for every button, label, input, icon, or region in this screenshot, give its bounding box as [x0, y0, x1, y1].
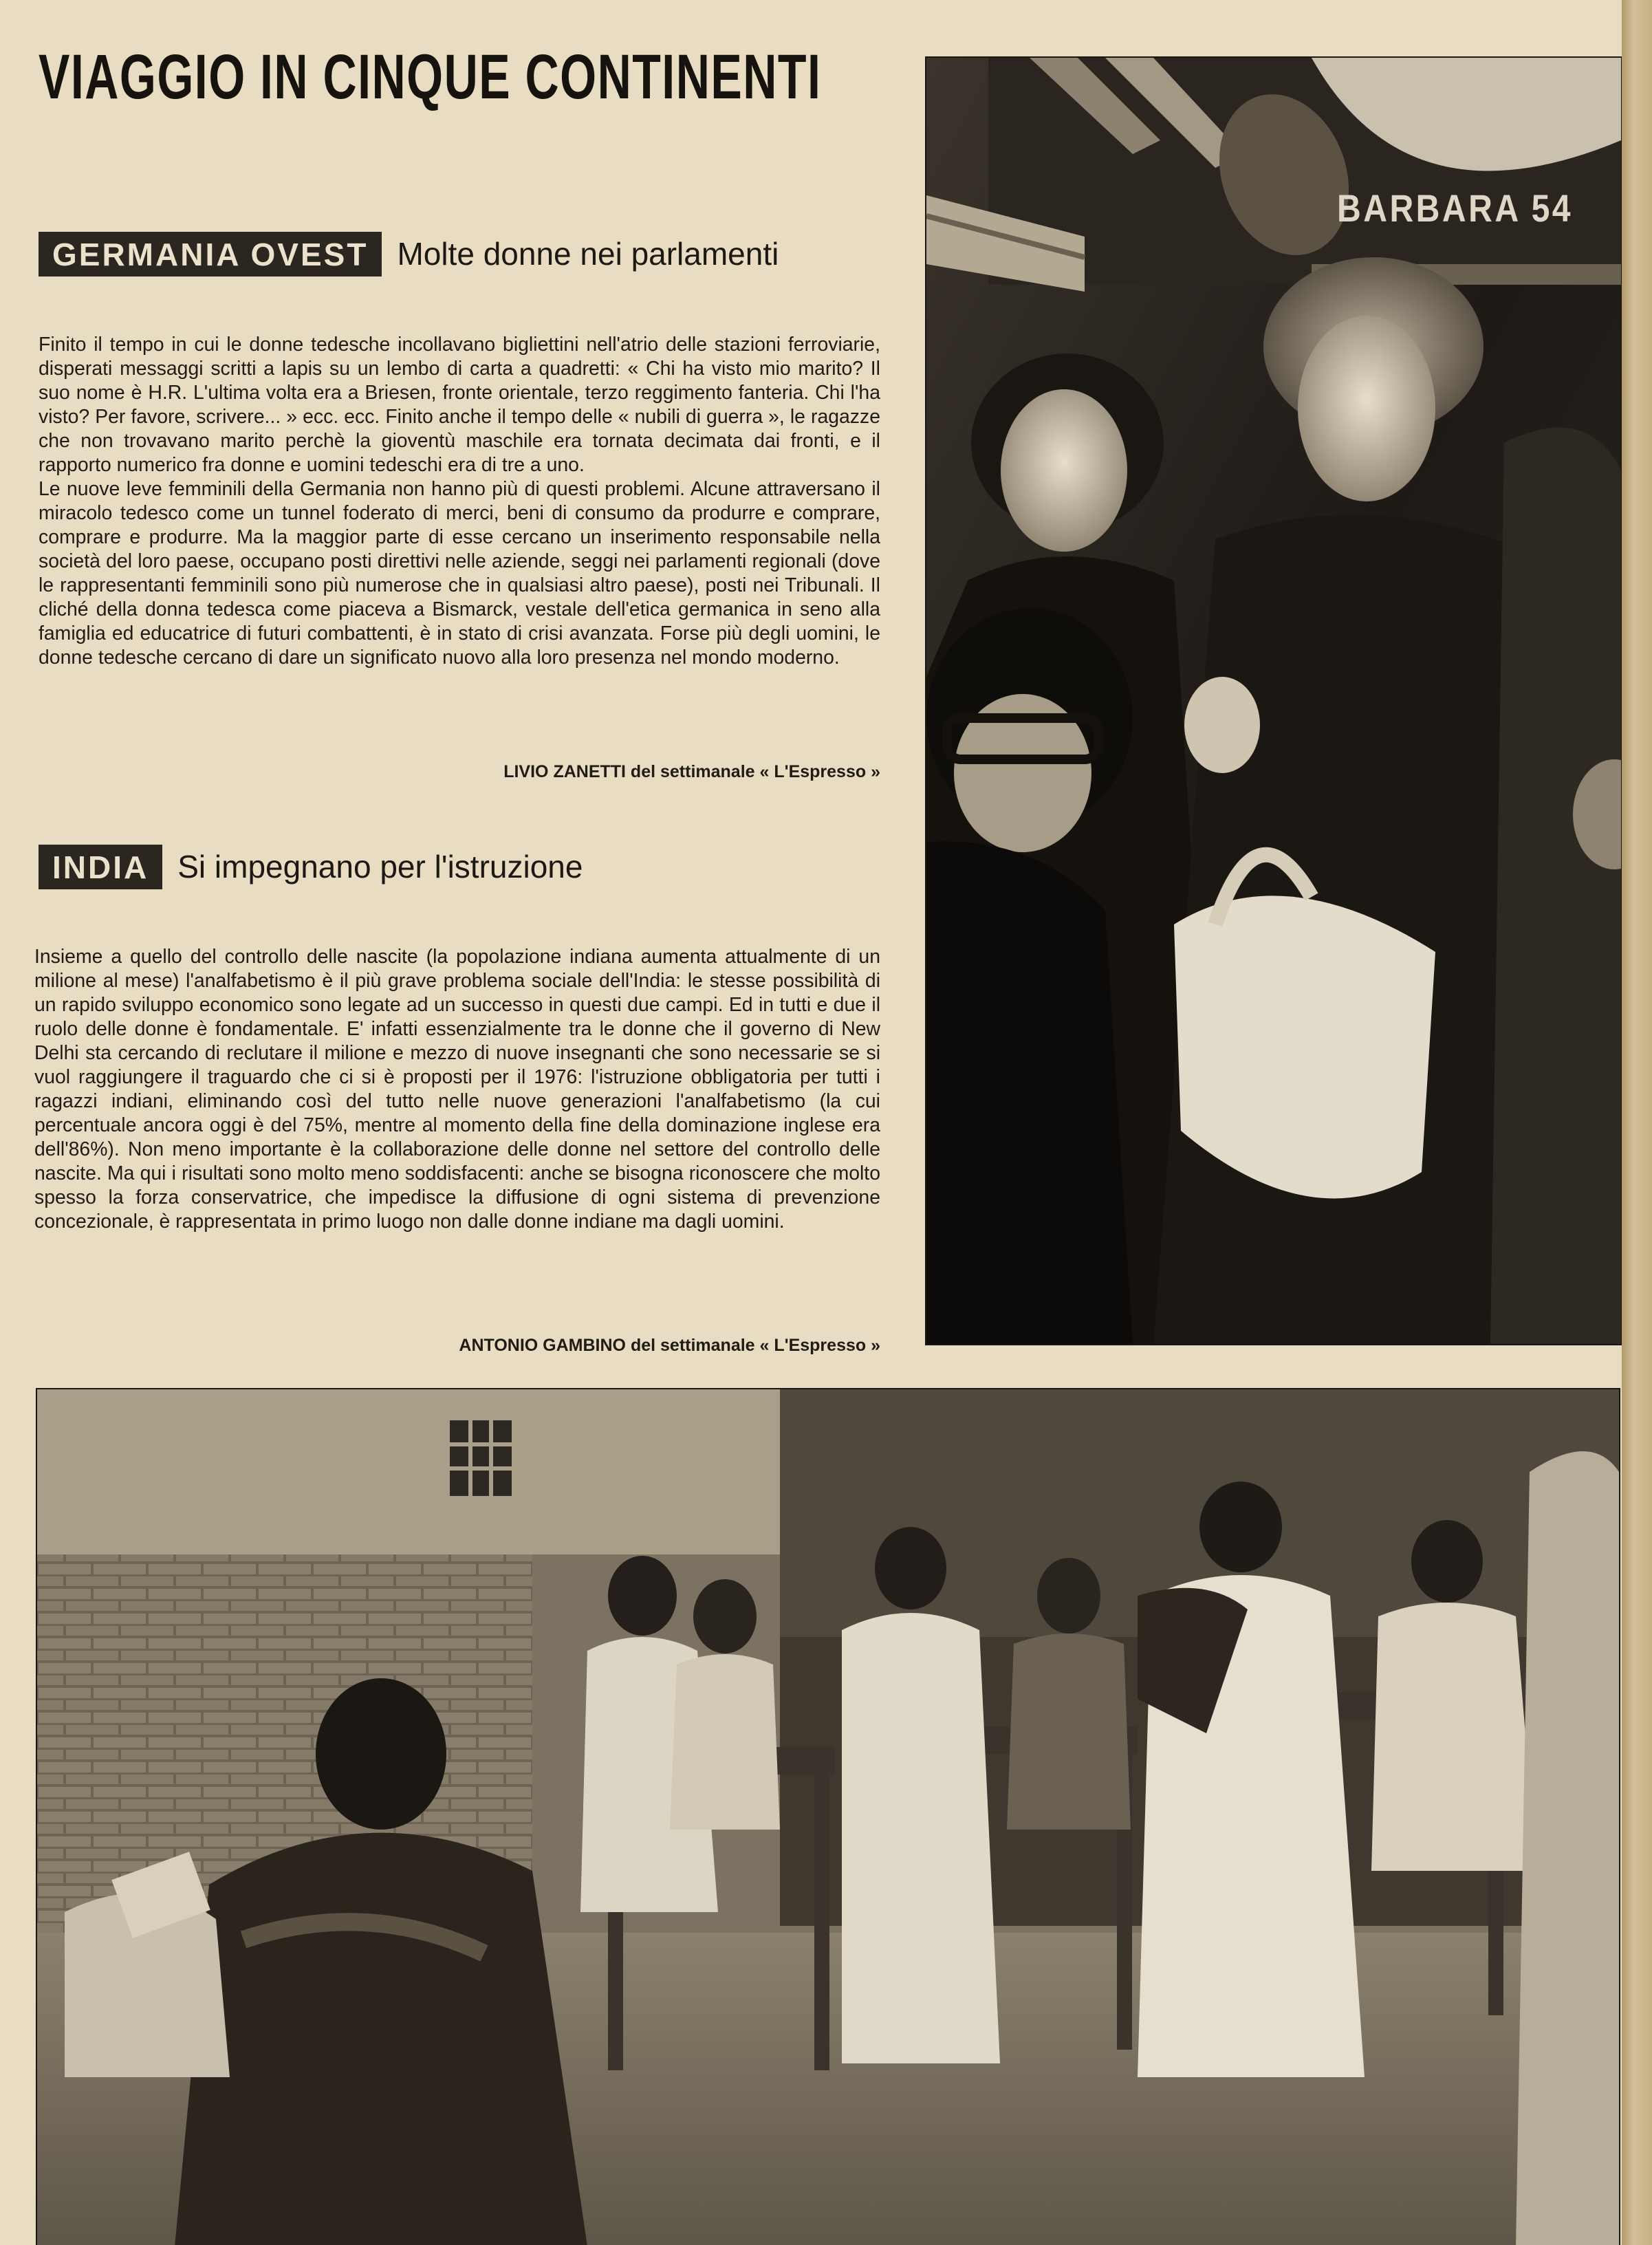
article-title: VIAGGIO IN CINQUE CONTINENTI — [39, 42, 822, 112]
page-spine — [1622, 0, 1652, 2245]
article-body-germania — [39, 333, 880, 670]
paragraph: Le nuove leve femminili della Germania non hanno più di questi problemi. Alcune attraversano il miracolo tedesco come un tunnel foderato di merci, beni di consumo da produrre e comprare, comprare e produrre. Ma la maggior parte di esse cercano un inserimento responsabile nella società del loro paese, occupano posti direttivi nelle aziende, seggi nei parlamenti regionali (dove le rappresentanti femminili sono più numerose che in qualsiasi altro paese), posti nei Tribunali. Il cliché della donna tedesca come piaceva a Bismarck, vestale dell'etica germanica in seno alla famiglia ed educatrice di futuri combattenti, è in stato di crisi avanzata. Forse più degli uomini, le donne tedesche cercano di dare un significato nuovo alla loro presenza nel mondo moderno. — [39, 478, 880, 669]
section-subhead-india: Si impegnano per l'istruzione — [177, 849, 583, 885]
byline-germania: LIVIO ZANETTI del settimanale « L'Espresso » — [503, 762, 880, 781]
paragraph: Finito il tempo in cui le donne tedesche incollavano bigliettini nell'atrio delle stazioni ferroviarie, disperati messaggi scritti a lapis su un lembo di carta a quadretti: « Chi ha visto mio marito? Il suo nome è H.R. L'ultima volta era a Briesen, fronte orientale, terzo reggimento fanteria. Chi l'ha visto? Per favore, scrivere... » ecc. ecc. Finito anche il tempo delle « nubili di guerra », le ragazze che non trovavano marito perchè la gioventù maschile era tornata decimata dai fronti, e il rapporto numerico fra donne e uomini tedeschi era di tre a uno. — [39, 334, 880, 476]
article-body-india — [34, 945, 880, 1234]
photo-german-women — [925, 56, 1622, 1345]
photo-shop-sign: BARBARA 54 — [1337, 186, 1574, 230]
photo-german-women-image — [926, 58, 1621, 1344]
section-tag-india: INDIA — [39, 845, 162, 889]
byline-india: ANTONIO GAMBINO del settimanale « L'Espresso » — [459, 1336, 880, 1355]
photo-indian-students-image — [37, 1389, 1619, 2245]
paragraph: Insieme a quello del controllo delle nascite (la popolazione indiana aumenta attualmente di un milione al mese) l'analfabetismo è il più grave problema sociale dell'India: le stesse possibilità di un rapido sviluppo economico sono legate ad un successo in questi due campi. Ed in tutti e due il ruolo delle donne è fondamentale. E' infatti essenzialmente tra le donne che il governo di New Delhi sta cercando di reclutare il milione e mezzo di nuove insegnanti che sono necessarie se si vuol raggiungere il traguardo che ci si è proposti per il 1976: l'istruzione obbligatoria per tutti i ragazzi indiani, eliminando così del tutto nelle nuove generazioni l'analfabetismo (la cui percentuale ancora oggi è del 75%, mentre al momento della fine della dominazione inglese era dell'86%). Non meno importante è la collaborazione delle donne nel settore del controllo delle nascite. Ma qui i risultati sono molto meno soddisfacenti: anche se bisogna riconoscere che molto spesso la forza conservatrice, che impedisce la diffusione di ogni sistema di prevenzione concezionale, è rappresentata in primo luogo non dalle donne indiane ma dagli uomini. — [34, 946, 880, 1233]
section-header-germania — [39, 232, 779, 276]
section-header-india — [39, 845, 583, 889]
section-tag-germania: GERMANIA OVEST — [39, 232, 382, 276]
photo-indian-students — [36, 1388, 1620, 2245]
section-subhead-germania: Molte donne nei parlamenti — [397, 236, 779, 272]
